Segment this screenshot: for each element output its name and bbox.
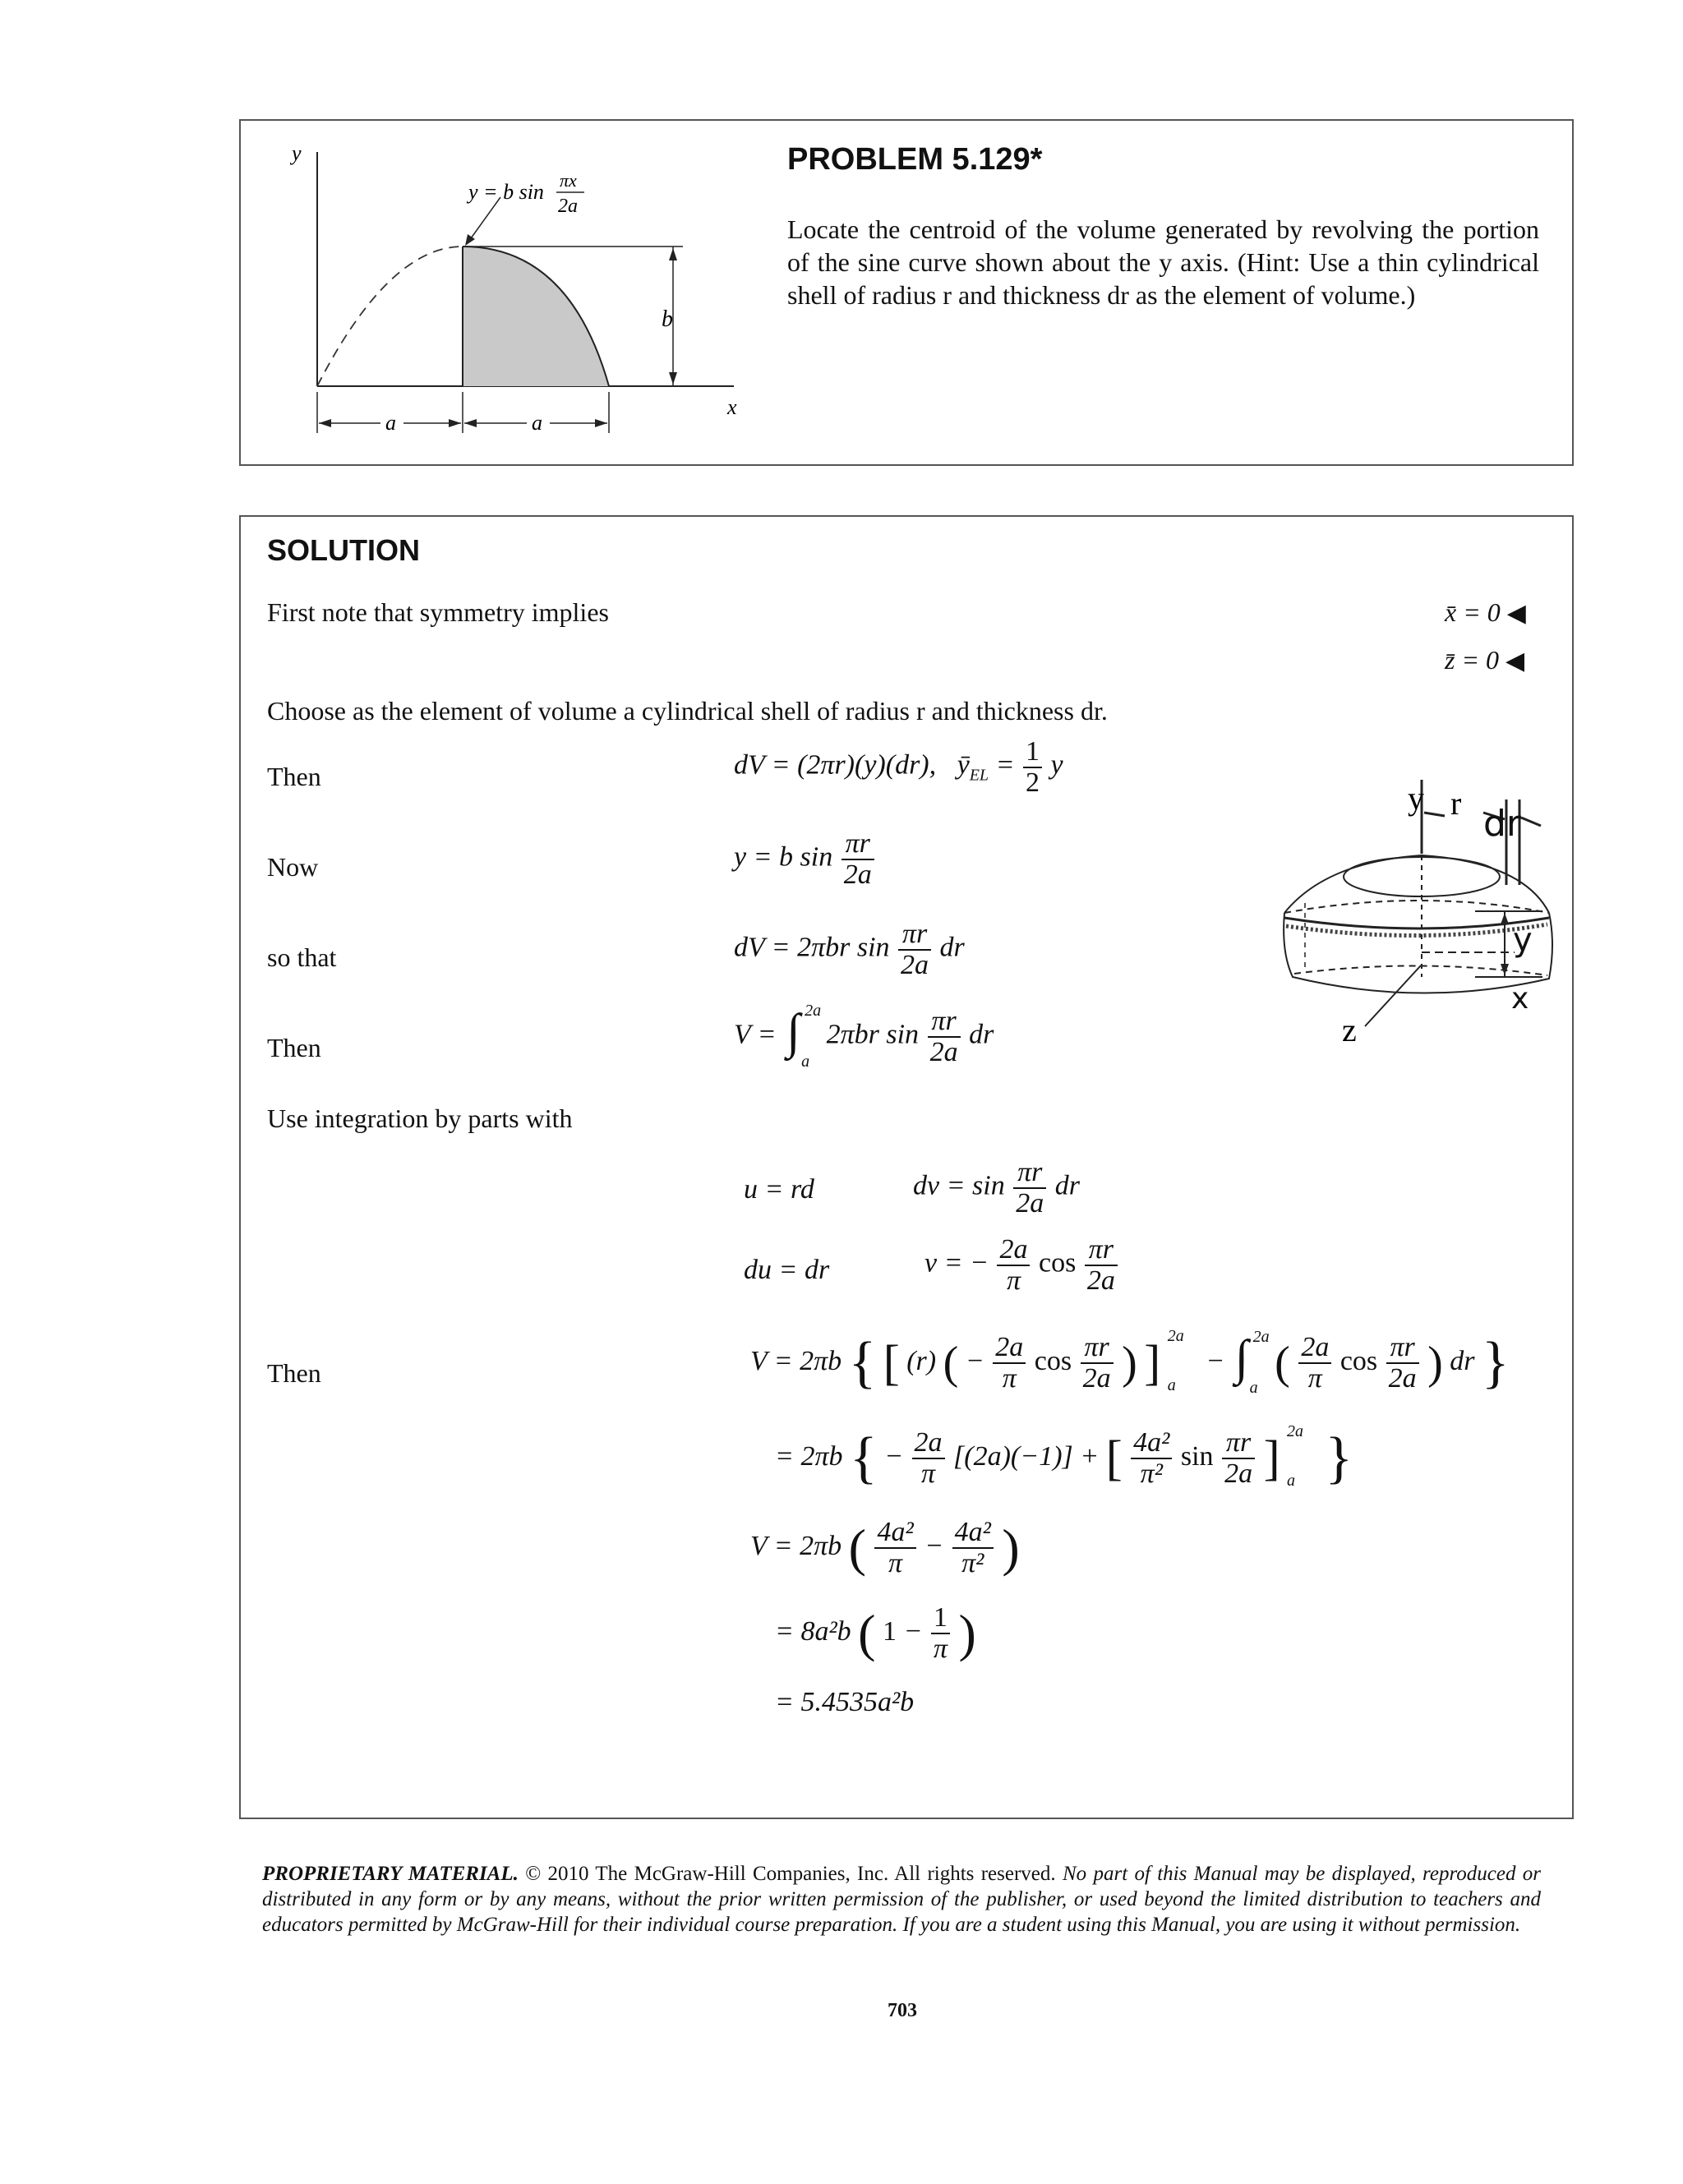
problem-figure [241, 121, 767, 458]
x-bar-result: x̄ = 0 ◀ [1445, 597, 1526, 627]
footer-copyright: © 2010 The McGraw-Hill Companies, Inc. All rights reserved. [518, 1863, 1063, 1885]
solution-box [239, 515, 1574, 1819]
footer-bold-label: PROPRIETARY MATERIAL. [262, 1863, 519, 1885]
label-then-1: Then [267, 762, 321, 791]
problem-box [239, 119, 1574, 466]
footer-notice [262, 1861, 1541, 1937]
a-right-label: a [532, 411, 542, 435]
sketch-x-text: x [1511, 982, 1529, 1016]
eq-V6: = 8a²b ( 1 − $\frac{1}{\pi}$ ) [775, 1602, 976, 1664]
curve-equation: y = b sin [468, 180, 544, 204]
problem-title: PROBLEM 5.129* [787, 142, 1043, 177]
choose-text: Choose as the element of volume a cylindrical shell of radius r and thickness dr. [267, 696, 1108, 726]
eq-dV: dV = (2πr)(y)(dr), $ȳ_{EL}$ = $\frac{1}{2}$ y [734, 736, 1063, 798]
b-label: b [662, 306, 673, 332]
curve-frac-den: 2a [558, 196, 578, 217]
z-bar-result: z̄ = 0 ◀ [1445, 645, 1525, 675]
sketch-z-label: z [1342, 1011, 1357, 1043]
eq-dv: dv = sin $\frac{\pi r}{2a}$ dr [913, 1157, 1080, 1219]
page-number: 703 [888, 2000, 917, 2021]
y-axis-label: y [292, 141, 302, 165]
eq-V4: = 2πb { − $\frac{2a}{\pi}$ [(2a)(−1)] + [ $\frac{\text{4a²}}{\text{π²}}$ sin $\frac{\pi r}{2a}$ ] 2a a } [775, 1422, 1353, 1490]
label-so-that: so that [267, 942, 337, 972]
problem-text: Locate the centroid of the volume generated by revolving the portion of the sine curve shown about the y axis. (Hint: Use a thin cylindrical shell of radius r and thickness dr as the element of volume.) [787, 214, 1539, 310]
solution-heading: SOLUTION [267, 533, 420, 567]
label-then-2: Then [267, 1033, 321, 1062]
eq-V7: = 5.4535a²b [775, 1687, 915, 1717]
x-axis-label: x [727, 395, 737, 419]
eq-dV2: dV = 2πbr sin $\frac{\pi r}{2a}$ dr [734, 919, 965, 980]
eq-u: u = rd [744, 1174, 814, 1205]
eq-V3: V = 2πb { [ (r) ( − $\frac{2a}{\pi}$ cos $\frac{\pi r}{2a}$ ) ] 2a a − ∫ 2a a ( $\frac{2a}{\pi}$ cos $\frac{\pi r}{2a}$ ) dr } [750, 1327, 1510, 1397]
eq-V5: V = 2πb ( $\frac{\text{4a²}}{\pi}$ − $\frac{\text{4a²}}{\text{π²}}$ ) [750, 1517, 1020, 1578]
sketch-y2-text: y [1513, 921, 1533, 959]
label-now: Now [267, 852, 319, 882]
sketch-r-label: r [1450, 785, 1462, 822]
eq-V: V = ∫ 2a a 2πbr sin $\frac{\pi r}{2a}$ dr [734, 1001, 994, 1071]
a-left-label: a [385, 411, 396, 435]
eq-du: du = dr [744, 1255, 830, 1285]
label-then-3: Then [267, 1358, 321, 1388]
footer-notice-text: No part of this Manual may be displayed, reproduced or distributed in any form or by any means, without the prior written permission of the publisher, or used beyond the limited distribution to teachers and educators permitted by McGraw-Hill for their individual course preparation. If you are a student using this Manual, you are using it without permission. [262, 1863, 1542, 1936]
curve-frac-num: πx [560, 170, 577, 191]
label-use-parts: Use integration by parts with [267, 1104, 573, 1133]
eq-v: v = − $\frac{2a}{\pi}$ cos $\frac{\pi r}{2a}$ [924, 1235, 1119, 1295]
dashed-curve [317, 247, 463, 386]
eq-y: y = b sin $\frac{\pi r}{2a}$ [734, 829, 876, 889]
sketch-y-label: y [1408, 780, 1424, 817]
sketch-dr-text: dr [1483, 803, 1522, 845]
symmetry-text: First note that symmetry implies [267, 597, 609, 627]
